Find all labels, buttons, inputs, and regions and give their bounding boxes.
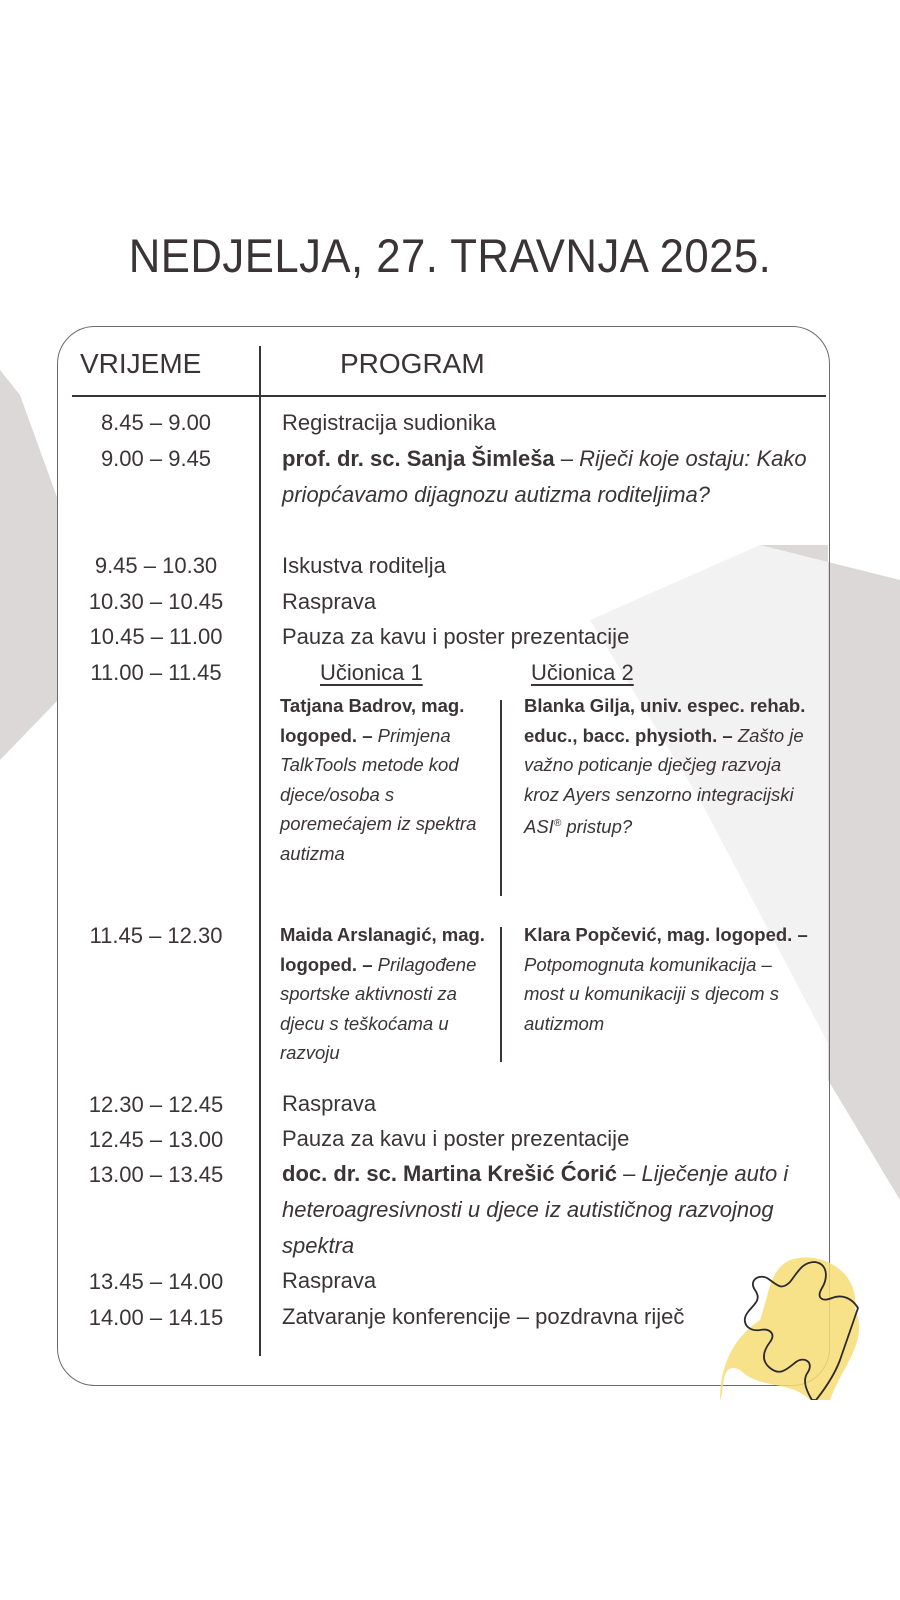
speaker-name: Blanka Gilja, univ. espec. rehab. educ., bacc. physioth. – bbox=[524, 695, 806, 746]
background-shape-left-polygon bbox=[0, 370, 58, 760]
session-room-1 bbox=[280, 920, 485, 1068]
registered-mark: ® bbox=[553, 818, 562, 829]
program-cell: Rasprava bbox=[282, 589, 377, 614]
program-cell: Pauza za kavu i poster prezentacije bbox=[282, 1126, 630, 1151]
time-cell: 14.00 – 14.15 bbox=[88, 1305, 224, 1330]
time-cell: 11.45 – 12.30 bbox=[89, 923, 223, 948]
session-divider bbox=[500, 927, 502, 1062]
talk-title: Potpomognuta komunikacija – most u komunikaciji s djecom s autizmom bbox=[524, 953, 779, 1034]
speaker-name: doc. dr. sc. Martina Krešić Ćorić bbox=[282, 1161, 618, 1186]
time-cell: 10.45 – 11.00 bbox=[89, 624, 223, 649]
column-header-program: PROGRAM bbox=[340, 348, 485, 379]
talk-title-text: Zašto je važno poticanje dječjeg razvoja kroz Ayers senzorno integracijski ASI bbox=[524, 724, 804, 838]
program-cell: Rasprava bbox=[282, 1268, 377, 1293]
session-room-2 bbox=[524, 920, 814, 1038]
talk-title: Prilagođene sportske aktivnosti za djecu s teškoćama u razvoju bbox=[280, 953, 477, 1063]
time-cell: 13.45 – 14.00 bbox=[88, 1269, 224, 1294]
talk-title: Primjena TalkTools metode kod djece/osoba s poremećajem iz spektra autizma bbox=[280, 724, 477, 864]
puzzle-piece-icon bbox=[720, 1250, 880, 1400]
talk-title: Riječi koje ostaju: Kako priopćavamo dijagnozu autizma roditeljima? bbox=[282, 446, 807, 507]
session-room-1 bbox=[280, 691, 485, 868]
column-divider bbox=[259, 346, 261, 1356]
program-cell: Iskustva roditelja bbox=[282, 553, 446, 578]
speaker-name: Tatjana Badrov, mag. logoped. – bbox=[280, 695, 465, 746]
time-cell: 8.45 – 9.00 bbox=[100, 410, 212, 435]
time-cell: 9.45 – 10.30 bbox=[94, 553, 218, 578]
header-divider bbox=[72, 395, 826, 397]
time-cell: 11.00 – 11.45 bbox=[90, 660, 222, 685]
page-title: NEDJELJA, 27. TRAVNJA 2025. bbox=[128, 229, 772, 282]
program-cell: Zatvaranje konferencije – pozdravna riječ bbox=[282, 1304, 685, 1329]
speaker-name: Klara Popčević, mag. logoped. – bbox=[524, 924, 808, 945]
room-label-2: Učionica 2 bbox=[531, 660, 634, 685]
talk-title: Liječenje auto i heteroagresivnosti u djece iz autističnog razvojnog spektra bbox=[282, 1161, 789, 1258]
room-label-1: Učionica 1 bbox=[320, 660, 423, 685]
speaker-name: prof. dr. sc. Sanja Šimleša bbox=[282, 446, 555, 471]
session-room-2 bbox=[524, 691, 814, 842]
separator: – bbox=[554, 446, 580, 471]
time-cell: 13.00 – 13.45 bbox=[88, 1162, 224, 1187]
program-cell: Rasprava bbox=[282, 1091, 377, 1116]
time-cell: 10.30 – 10.45 bbox=[88, 589, 224, 614]
session-divider bbox=[500, 700, 502, 896]
time-cell: 12.45 – 13.00 bbox=[88, 1127, 224, 1152]
yellow-splash bbox=[720, 1257, 859, 1400]
separator: – bbox=[617, 1161, 642, 1186]
time-cell: 9.00 – 9.45 bbox=[100, 446, 212, 471]
time-cell: 12.30 – 12.45 bbox=[88, 1092, 224, 1117]
column-header-time: VRIJEME bbox=[80, 348, 202, 379]
program-cell: Pauza za kavu i poster prezentacije bbox=[282, 624, 630, 649]
program-cell: Registracija sudionika bbox=[282, 410, 496, 435]
speaker-name: Maida Arslanagić, mag. logoped. – bbox=[280, 924, 485, 975]
talk-title-text-end: pristup? bbox=[561, 816, 633, 838]
